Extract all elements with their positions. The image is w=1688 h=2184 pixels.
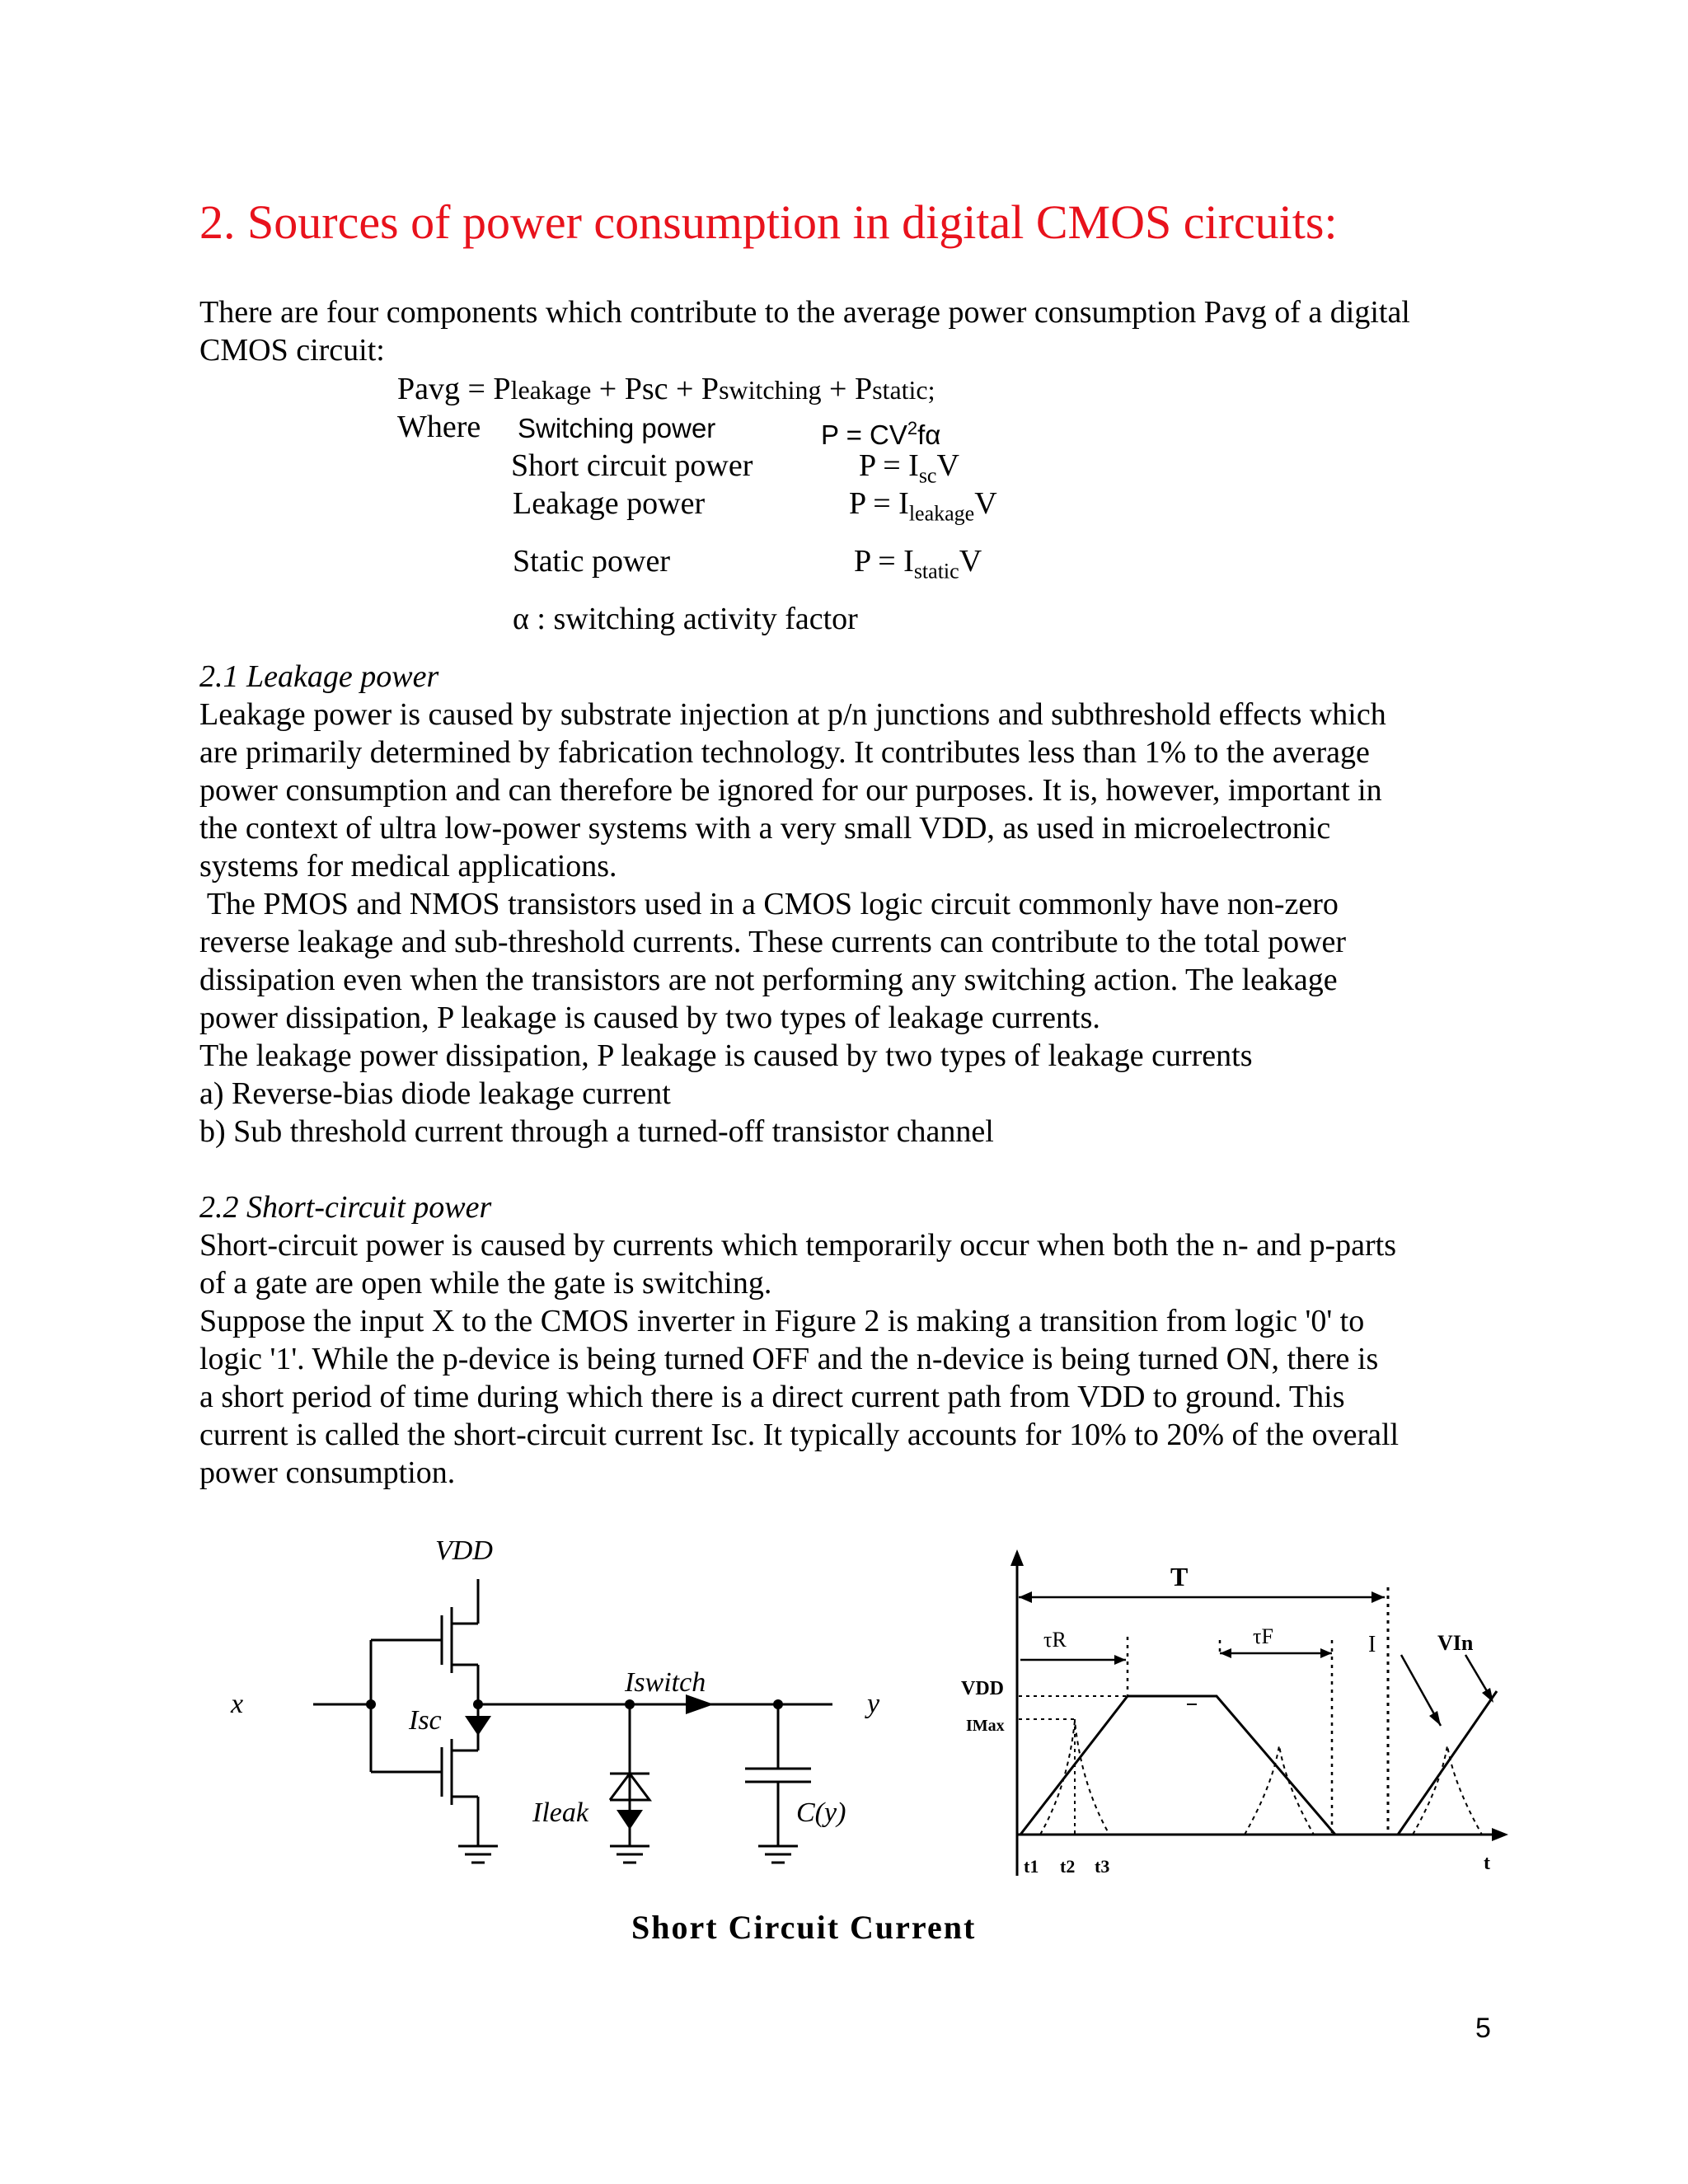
ileak-arrow-icon [617,1810,643,1830]
output-node-dot [473,1699,483,1709]
isc-label: Isc [409,1705,442,1736]
short-circuit-line: power consumption. [199,1455,456,1490]
intro-line: There are four components which contribute to the average power consumption Pavg of a digital [199,295,1410,330]
time-label: t [1484,1853,1490,1874]
short-circuit-power-label: Short circuit power [511,448,753,483]
page-number: 5 [1475,2013,1491,2044]
average-power-equation: Pavg = Pleakage + Psc + Pswitching + Pstatic; [397,372,935,406]
static-power-label: Static power [513,544,671,579]
y-label: y [867,1689,880,1719]
vin-label: VIn [1437,1631,1474,1655]
leakage-power-label: Leakage power [513,486,706,521]
short-circuit-line: logic '1'. While the p-device is being turned OFF and the n-device is being turned ON, there is [199,1342,1379,1376]
isc-pulse [1245,1746,1314,1835]
t1-label: t1 [1024,1856,1039,1877]
leakage-line: reverse leakage and sub-threshold currents. These currents can contribute to the total power [199,925,1347,959]
figure-caption: Short Circuit Current [631,1909,977,1946]
tau-r-label: τR [1043,1628,1067,1652]
x-axis-arrow-icon [1492,1828,1508,1841]
where-label: Where [397,410,481,444]
leakage-line: The leakage power dissipation, P leakage is caused by two types of leakage currents [199,1038,1253,1073]
short-circuit-heading: 2.2 Short-circuit power [199,1190,492,1225]
short-circuit-line: Suppose the input X to the CMOS inverter in Figure 2 is making a transition from logic '0' to [199,1304,1365,1338]
vdd-axis-label: VDD [961,1678,1004,1699]
t2-label: t2 [1060,1856,1076,1877]
waveform-plot [1010,1549,1508,1876]
leakage-line: power consumption and can therefore be ignored for our purposes. It is, however, important in [199,773,1382,808]
leakage-power-formula: $P = I_{leakage}V$ [849,486,997,526]
leakage-line: Leakage power is caused by substrate injection at p/n junctions and subthreshold effects which [199,697,1386,732]
leakage-line: dissipation even when the transistors are not performing any switching action. The leakage [199,963,1338,997]
leakage-line: power dissipation, P leakage is caused by two types of leakage currents. [199,1001,1100,1035]
leakage-line: b) Sub threshold current through a turned-off transistor channel [199,1114,994,1149]
period-label: T [1170,1562,1189,1591]
leakage-line: the context of ultra low-power systems with a very small VDD, as used in microelectronic [199,811,1331,846]
imax-axis-label: IMax [966,1717,1005,1735]
leak-node-dot [625,1699,635,1709]
cy-label: C(y) [796,1797,846,1828]
iswitch-label: Iswitch [625,1667,706,1698]
switching-power-label: Switching power [518,413,716,443]
leakage-line: are primarily determined by fabrication technology. It contributes less than 1% to the average [199,735,1370,770]
t3-label: t3 [1095,1856,1110,1877]
cap-node-dot [773,1699,783,1709]
short-circuit-line: a short period of time during which there is a direct current path from VDD to ground. This [199,1380,1345,1414]
leakage-line: The PMOS and NMOS transistors used in a CMOS logic circuit commonly have non-zero [199,887,1339,921]
leakage-line: a) Reverse-bias diode leakage current [199,1076,671,1111]
isc-arrow-icon [465,1716,491,1736]
short-circuit-line: Short-circuit power is caused by currents which temporarily occur when both the n- and p-parts [199,1228,1396,1263]
circuit-labels [230,1535,880,1828]
static-power-formula: $P = I_{static}V$ [854,544,982,583]
x-label: x [231,1689,244,1719]
switching-power-formula: $P = CV^2f\alpha$ [821,418,941,450]
section-title: 2. Sources of power consumption in digital CMOS circuits: [199,195,1338,249]
leakage-heading: 2.1 Leakage power [199,659,439,694]
tau-f-label: τF [1253,1624,1273,1648]
ileak-label: Ileak [532,1797,588,1828]
y-axis-arrow-icon [1010,1549,1024,1566]
current-label: I [1368,1632,1376,1657]
short-circuit-line: of a gate are open while the gate is switching. [199,1266,772,1301]
short-circuit-power-formula: $P = I_{sc}V$ [859,448,959,488]
intro-line: CMOS circuit: [199,333,385,368]
waveform-labels [961,1562,1490,1877]
short-circuit-line: current is called the short-circuit current Isc. It typically accounts for 10% to 20% of the overall [199,1418,1400,1452]
alpha-note: α : switching activity factor [513,602,858,636]
isc-pulse [1413,1746,1482,1835]
leakage-line: systems for medical applications. [199,849,617,883]
input-node-dot [366,1699,376,1709]
vdd-label: VDD [435,1535,493,1566]
